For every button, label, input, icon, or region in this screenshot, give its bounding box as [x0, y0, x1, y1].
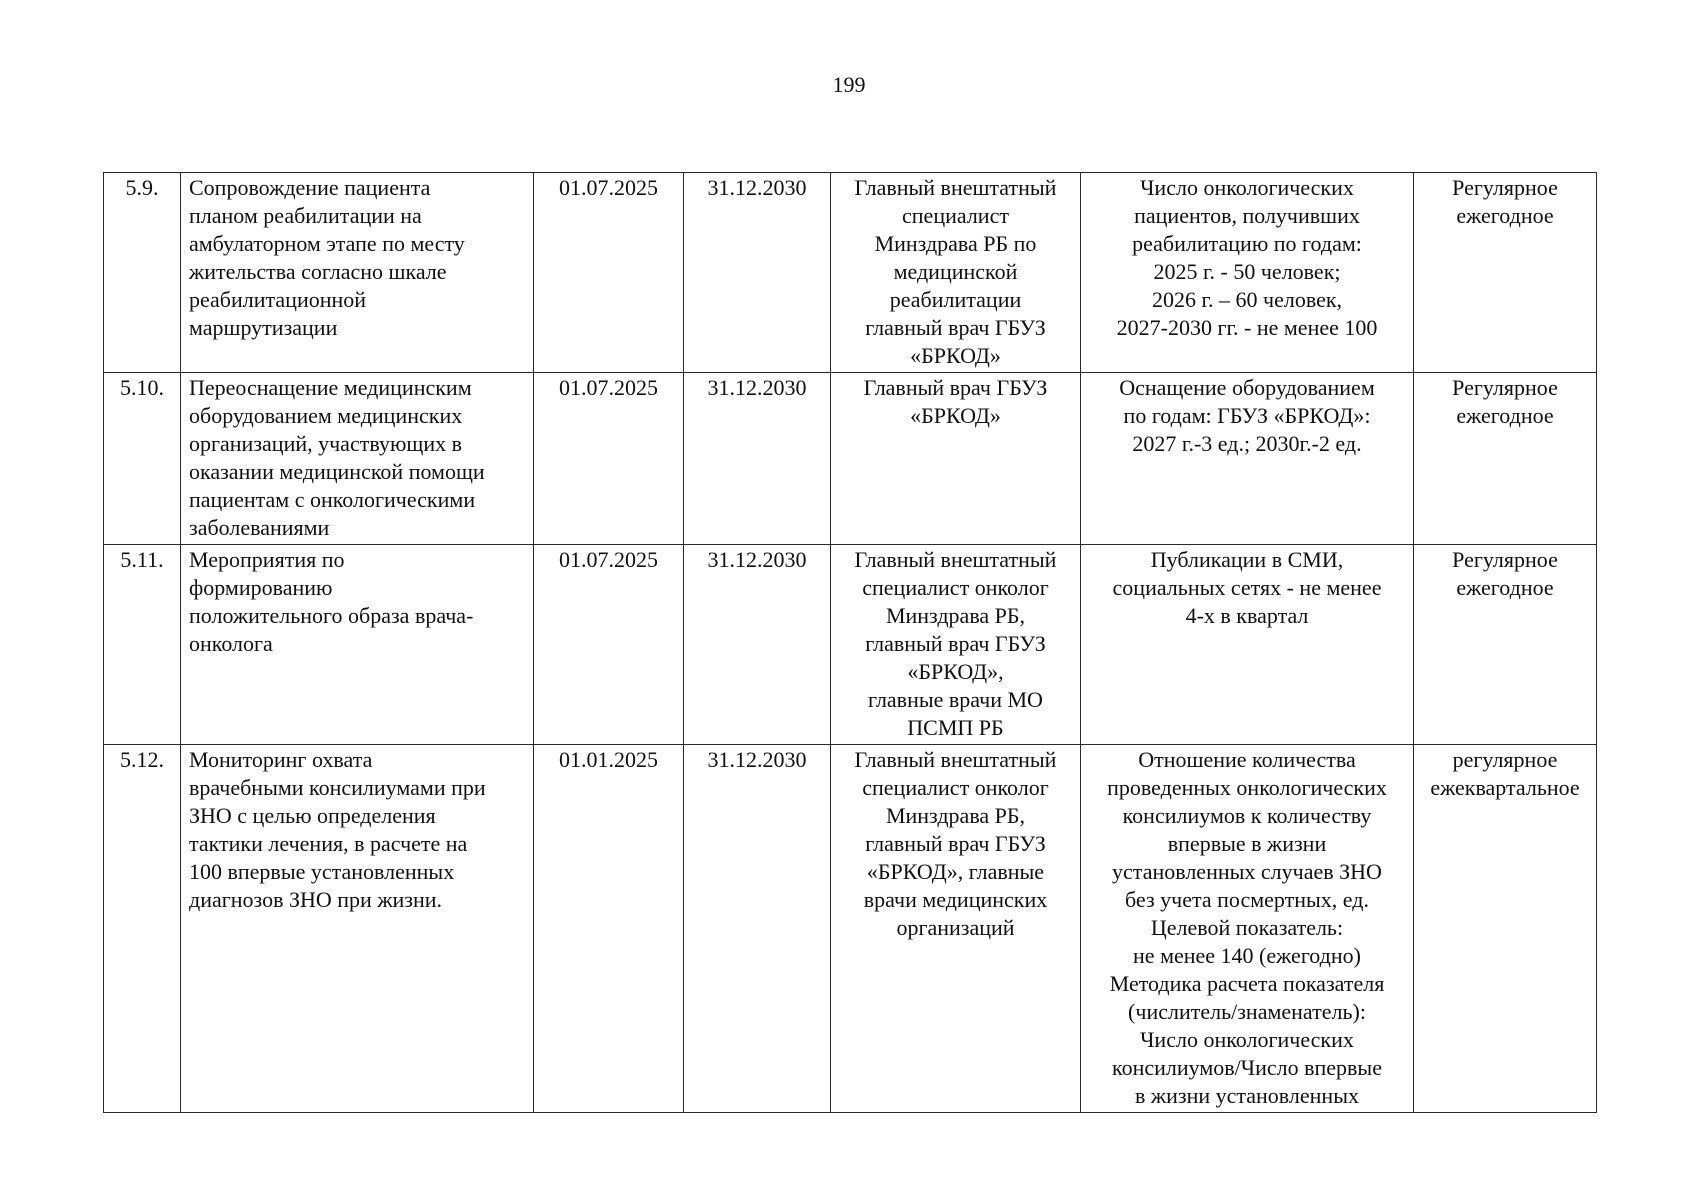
indicator-cell [1081, 173, 1414, 373]
measure-name-cell-line: организаций, участвующих в [189, 431, 462, 456]
measure-name-cell-line: тактики лечения, в расчете на [189, 831, 468, 856]
indicator-cell-line: 2025 г. - 50 человек; [1153, 259, 1341, 284]
measure-name-cell [181, 173, 534, 373]
responsible-cell-line: главный врач ГБУЗ [865, 315, 1046, 340]
measure-name-cell-line: Переоснащение медицинским [189, 375, 472, 400]
measure-name-cell-line: жительства согласно шкале [189, 259, 447, 284]
responsible-cell-line: главные врачи МО [868, 687, 1043, 712]
measure-name-cell-line: Сопровождение пациента [189, 175, 431, 200]
responsible-cell-line: медицинской [893, 259, 1018, 284]
indicator-cell-line: Целевой показатель: [1150, 915, 1344, 940]
measure-name-cell [181, 745, 534, 1113]
responsible-cell-line: Главный внештатный [854, 747, 1057, 772]
table-row [104, 545, 1597, 745]
measure-name-cell [181, 373, 534, 545]
report-type-cell-line: ежегодное [1456, 203, 1554, 228]
table-row [104, 745, 1597, 1113]
responsible-cell-line: «БРКОД» [910, 343, 1001, 368]
indicator-cell-line: установленных случаев ЗНО [1112, 859, 1382, 884]
report-type-cell-line: регулярное [1452, 747, 1558, 772]
report-type-cell [1414, 545, 1597, 745]
measure-name-cell-line: оказании медицинской помощи [189, 459, 485, 484]
responsible-cell [831, 745, 1081, 1113]
indicator-cell-line: Публикации в СМИ, [1150, 547, 1344, 572]
indicator-cell-line: Отношение количества [1138, 747, 1356, 772]
indicator-cell-line: по годам: ГБУЗ «БРКОД»: [1123, 403, 1371, 428]
responsible-cell-line: Минздрава РБ, [885, 603, 1026, 628]
responsible-cell-line: ПСМП РБ [907, 715, 1004, 740]
indicator-cell [1081, 745, 1414, 1113]
indicator-cell-line: в жизни установленных [1135, 1083, 1359, 1108]
item-number-cell: 5.12. [104, 745, 181, 1113]
measure-name-cell-line: маршрутизации [189, 315, 338, 340]
responsible-cell-line: реабилитации [889, 287, 1022, 312]
measure-name-cell-line: Мониторинг охвата [189, 747, 373, 772]
responsible-cell-line: специалист онколог [862, 575, 1049, 600]
indicator-cell-line: без учета посмертных, ед. [1125, 887, 1369, 912]
item-number-cell: 5.10. [104, 373, 181, 545]
measure-name-cell-line: формированию [189, 575, 333, 600]
indicator-cell-line: социальных сетях - не менее [1112, 575, 1382, 600]
indicator-cell-line: консилиумов/Число впервые [1112, 1055, 1382, 1080]
responsible-cell-line: «БРКОД», [907, 659, 1004, 684]
indicator-cell-line: 2027-2030 гг. - не менее 100 [1116, 315, 1378, 340]
indicator-cell-line: 2026 г. – 60 человек, [1151, 287, 1343, 312]
table-row [104, 173, 1597, 373]
item-number-cell: 5.11. [104, 545, 181, 745]
table-body [104, 173, 1597, 1113]
start-date-cell: 01.07.2025 [534, 545, 684, 745]
page-number: 199 [832, 72, 866, 97]
indicator-cell-line: консилиумов к количеству [1122, 803, 1372, 828]
indicator-cell-line: впервые в жизни [1167, 831, 1327, 856]
measure-name-cell-line: 100 впервые установленных [189, 859, 455, 884]
responsible-cell [831, 173, 1081, 373]
responsible-cell-line: Главный внештатный [854, 175, 1057, 200]
indicator-cell-line: реабилитацию по годам: [1132, 231, 1362, 256]
indicator-cell-line: Оснащение оборудованием [1119, 375, 1375, 400]
measure-name-cell-line: ЗНО с целью определения [189, 803, 436, 828]
measures-table [103, 172, 1597, 1113]
indicator-cell-line: (числитель/знаменатель): [1128, 999, 1366, 1024]
measure-name-cell-line: пациентам с онкологическими [189, 487, 476, 512]
indicator-cell-line: Число онкологических [1140, 1027, 1354, 1052]
measure-name-cell-line: планом реабилитации на [189, 203, 422, 228]
responsible-cell-line: «БРКОД» [910, 403, 1001, 428]
indicator-cell-line: 2027 г.-3 ед.; 2030г.-2 ед. [1132, 431, 1362, 456]
indicator-cell [1081, 373, 1414, 545]
measure-name-cell-line: положительного образа врача- [189, 603, 474, 628]
report-type-cell [1414, 373, 1597, 545]
report-type-cell-line: Регулярное [1452, 547, 1558, 572]
responsible-cell-line: Главный врач ГБУЗ [863, 375, 1048, 400]
indicator-cell-line: пациентов, получивших [1134, 203, 1360, 228]
report-type-cell [1414, 173, 1597, 373]
end-date-cell: 31.12.2030 [684, 173, 831, 373]
end-date-cell: 31.12.2030 [684, 373, 831, 545]
responsible-cell-line: главный врач ГБУЗ [865, 831, 1046, 856]
start-date-cell: 01.07.2025 [534, 373, 684, 545]
responsible-cell-line: Главный внештатный [854, 547, 1057, 572]
measure-name-cell-line: диагнозов ЗНО при жизни. [189, 887, 443, 912]
measure-name-cell-line: онколога [189, 631, 273, 656]
indicator-cell-line: Число онкологических [1140, 175, 1354, 200]
item-number-cell: 5.9. [104, 173, 181, 373]
end-date-cell: 31.12.2030 [684, 545, 831, 745]
responsible-cell-line: главный врач ГБУЗ [865, 631, 1046, 656]
end-date-cell: 31.12.2030 [684, 745, 831, 1113]
indicator-cell [1081, 545, 1414, 745]
measure-name-cell-line: заболеваниями [189, 515, 330, 540]
responsible-cell [831, 545, 1081, 745]
measure-name-cell-line: врачебными консилиумами при [189, 775, 486, 800]
indicator-cell-line: Методика расчета показателя [1109, 971, 1385, 996]
report-type-cell-line: ежегодное [1456, 575, 1554, 600]
measure-name-cell-line: амбулаторном этапе по месту [189, 231, 465, 256]
start-date-cell: 01.07.2025 [534, 173, 684, 373]
start-date-cell: 01.01.2025 [534, 745, 684, 1113]
report-type-cell-line: ежеквартальное [1430, 775, 1580, 800]
table-row [104, 373, 1597, 545]
measure-name-cell-line: оборудованием медицинских [189, 403, 463, 428]
report-type-cell-line: ежегодное [1456, 403, 1554, 428]
responsible-cell [831, 373, 1081, 545]
responsible-cell-line: врачи медицинских [863, 887, 1048, 912]
responsible-cell-line: Минздрава РБ, [885, 803, 1026, 828]
responsible-cell-line: Минздрава РБ по [874, 231, 1037, 256]
indicator-cell-line: не менее 140 (ежегодно) [1133, 943, 1361, 968]
indicator-cell-line: 4-х в квартал [1185, 603, 1309, 628]
report-type-cell-line: Регулярное [1452, 375, 1558, 400]
report-type-cell [1414, 745, 1597, 1113]
measure-name-cell-line: Мероприятия по [189, 547, 345, 572]
responsible-cell-line: специалист [902, 203, 1009, 228]
measure-name-cell-line: реабилитационной [189, 287, 367, 312]
indicator-cell-line: проведенных онкологических [1107, 775, 1387, 800]
responsible-cell-line: «БРКОД», главные [866, 859, 1045, 884]
responsible-cell-line: специалист онколог [862, 775, 1049, 800]
report-type-cell-line: Регулярное [1452, 175, 1558, 200]
responsible-cell-line: организаций [896, 915, 1015, 940]
measure-name-cell [181, 545, 534, 745]
